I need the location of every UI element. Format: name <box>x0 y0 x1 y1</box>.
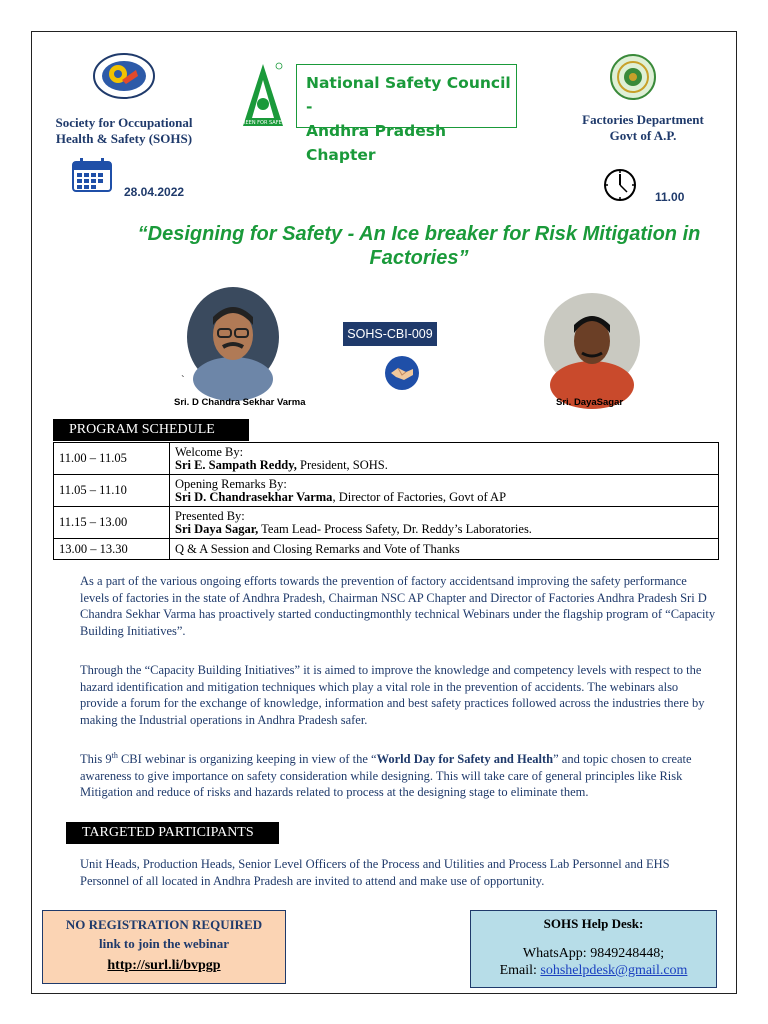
helpdesk-whatsapp: WhatsApp: 9849248448; <box>522 946 665 961</box>
nsc-logo-text: GREEN FOR SAFETY <box>238 120 288 126</box>
schedule-detail: Q & A Session and Closing Remarks and Vote of Thanks <box>170 539 719 560</box>
intro-paragraph: As a part of the various ongoing efforts towards the prevention of factory accidentsand improving the safety performance levels of factories in the state of Andhra Pradesh, Chairman NSC AP Chapter and Director of Factories Andhra Pradesh Sri D Chandra Sekhar Varma has proactively started conductingmonthly technical Webinars under the flagship program of “Capacity Building Initiatives”. <box>80 574 716 638</box>
schedule-detail <box>170 443 719 475</box>
speaker-right-name: Sri. DayaSagar <box>556 397 624 408</box>
p3-text-a: This 9 <box>80 752 112 766</box>
sohs-logo <box>92 52 156 100</box>
nsc-logo <box>238 62 288 130</box>
factories-dept-name <box>568 112 718 144</box>
helpdesk-email-label: Email: <box>499 963 541 978</box>
program-schedule-header: PROGRAM SCHEDULE <box>53 419 249 441</box>
sohs-org-name: Society for Occupational Health & Safety (SOHS) <box>55 115 193 146</box>
p3-text-c: ” and topic chosen to create awareness to give importance on safety consideration while designing. This will take care of general principles like Risk Mitigation and reduce of risks and hazards related to process at the designing stage to eliminate them. <box>80 752 692 799</box>
speaker-right-photo <box>544 293 640 389</box>
table-row <box>54 507 719 539</box>
schedule-time: 11.15 – 13.00 <box>54 507 170 539</box>
schedule-person-title: , Director of Factories, Govt of AP <box>332 489 507 504</box>
p3-text-b: CBI webinar is organizing keeping in view of the “ <box>117 752 377 766</box>
ap-govt-emblem <box>604 53 662 101</box>
helpdesk-email-line <box>471 962 716 979</box>
table-row <box>54 475 719 507</box>
schedule-person-title: Team Lead- Process Safety, Dr. Reddy’s Laboratories. <box>258 521 532 536</box>
cbi-paragraph: Through the “Capacity Building Initiatives” it is aimed to improve the knowledge and competency levels with respect to the hazard identification and mitigation techniques which play a vital role in the prevention of accidents. The webinars also provide a forum for the exchange of knowledge, information and best safety practices followed across the industries there by making the Industrial operations in Andhra Pradesh safer. <box>80 663 705 727</box>
nsc-org-box <box>296 64 517 164</box>
factories-dept-line1: Factories Department <box>582 112 704 127</box>
event-time: 11.00 <box>655 190 685 204</box>
helpdesk-title: SOHS Help Desk: <box>543 916 644 931</box>
schedule-person-name: Sri D. Chandrasekhar Varma <box>175 489 333 504</box>
schedule-time: 11.00 – 11.05 <box>54 443 170 475</box>
schedule-role: Welcome By: <box>175 444 244 459</box>
no-registration-text: NO REGISTRATION REQUIRED <box>65 917 263 932</box>
webinar-title: “Designing for Safety - An Ice breaker for Risk Mitigation in Factories” <box>137 223 701 269</box>
join-link-label: link to join the webinar <box>98 936 229 951</box>
table-row <box>54 443 719 475</box>
schedule-role: Presented By: <box>175 508 245 523</box>
webinar-code-badge: SOHS-CBI-009 <box>343 322 437 346</box>
program-schedule-table <box>53 442 719 560</box>
world-day-paragraph <box>80 751 718 801</box>
schedule-time: 13.00 – 13.30 <box>54 539 170 560</box>
schedule-time: 11.05 – 11.10 <box>54 475 170 507</box>
table-row <box>54 539 719 560</box>
helpdesk-email-link[interactable]: sohshelpdesk@gmail.com <box>540 963 688 978</box>
schedule-person <box>175 459 713 472</box>
targeted-participants-header: TARGETED PARTICIPANTS <box>66 822 279 844</box>
p3-bold-text: World Day for Safety and Health <box>376 752 554 766</box>
handshake-icon <box>384 355 420 391</box>
speaker-left-name: Sri. D Chandra Sekhar Varma <box>174 397 306 408</box>
factories-dept-line2: Govt of A.P. <box>609 128 677 143</box>
participants-paragraph: Unit Heads, Production Heads, Senior Level Officers of the Process and Utilities and Process Lab Personnel and EHS Personnel of all located in Andhra Pradesh are invited to attend and make use of opportunity. <box>80 857 670 888</box>
nsc-org-line2: Andhra Pradesh Chapter <box>306 122 446 164</box>
schedule-person-name: Sri E. Sampath Reddy, <box>175 457 297 472</box>
webinar-link[interactable]: http://surl.li/bvpgp <box>107 958 221 973</box>
schedule-person-name: Sri Daya Sagar, <box>175 521 259 536</box>
helpdesk-box <box>470 910 717 988</box>
registration-box <box>42 910 286 984</box>
stray-mark: ` <box>181 374 185 386</box>
schedule-detail <box>170 507 719 539</box>
schedule-detail <box>170 475 719 507</box>
calendar-icon <box>72 158 112 192</box>
schedule-person-title: President, SOHS. <box>296 457 388 472</box>
schedule-person <box>175 491 713 504</box>
schedule-role: Opening Remarks By: <box>175 476 287 491</box>
nsc-org-line1: National Safety Council - <box>306 74 511 116</box>
p3-superscript: th <box>111 750 118 760</box>
speaker-left-photo <box>187 287 279 387</box>
clock-icon <box>603 168 637 202</box>
event-date: 28.04.2022 <box>124 185 185 199</box>
schedule-person <box>175 523 713 536</box>
